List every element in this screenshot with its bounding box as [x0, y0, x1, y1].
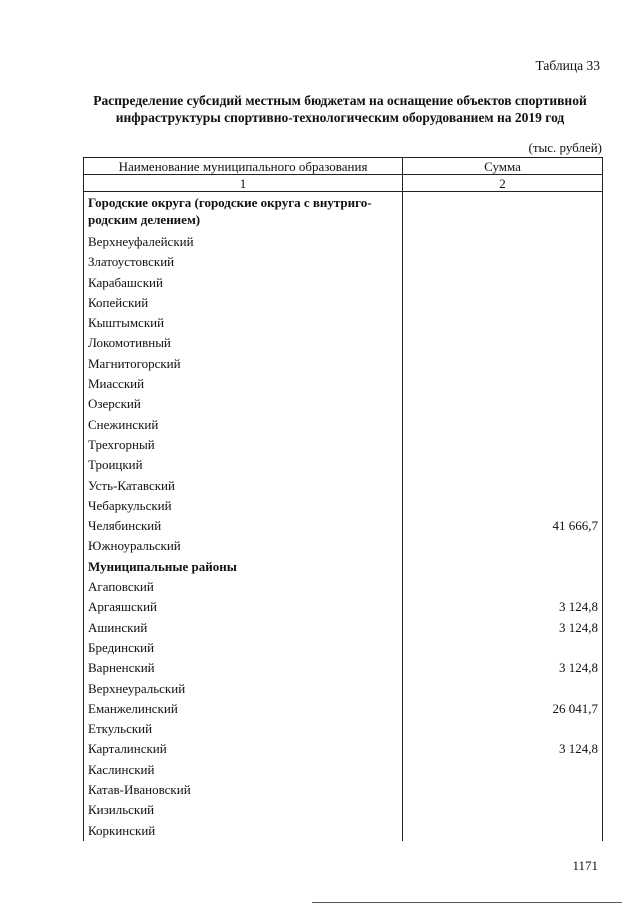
table-row	[84, 252, 603, 272]
subsidy-amount	[403, 719, 603, 739]
table-row	[84, 455, 603, 475]
table-row	[84, 557, 603, 577]
table-row	[84, 618, 603, 638]
table-row	[84, 821, 603, 841]
units-label: (тыс. рублей)	[528, 140, 602, 155]
header-sum: Сумма	[403, 158, 603, 175]
subsidy-amount	[403, 394, 603, 414]
table-body	[84, 192, 603, 841]
table-row	[84, 354, 603, 374]
municipality-name: Кизильский	[84, 800, 403, 820]
column-number-sum: 2	[403, 175, 603, 192]
table-row	[84, 293, 603, 313]
table-row	[84, 415, 603, 435]
subsidy-amount: 26 041,7	[403, 699, 603, 719]
municipality-name: Карталинский	[84, 739, 403, 759]
municipality-name: Челябинский	[84, 516, 403, 536]
subsidy-amount	[403, 455, 603, 475]
municipality-name: Верхнеуфалейский	[84, 232, 403, 252]
subsidy-amount	[403, 374, 603, 394]
subsidy-amount	[403, 760, 603, 780]
table-row	[84, 780, 603, 800]
municipality-name: Чебаркульский	[84, 496, 403, 516]
municipality-name: Аргаяшский	[84, 597, 403, 617]
table-row	[84, 760, 603, 780]
municipality-name: Снежинский	[84, 415, 403, 435]
table-row	[84, 699, 603, 719]
subsidy-amount: 41 666,7	[403, 516, 603, 536]
municipality-name: Каслинский	[84, 760, 403, 780]
table-label: Таблица 33	[535, 58, 600, 73]
subsidy-amount	[403, 557, 603, 577]
subsidy-amount	[403, 476, 603, 496]
table-row	[84, 273, 603, 293]
municipality-name: Южноуральский	[84, 536, 403, 556]
subsidy-amount	[403, 354, 603, 374]
municipality-name: Троицкий	[84, 455, 403, 475]
subsidy-amount	[403, 679, 603, 699]
table-row	[84, 638, 603, 658]
table-row	[84, 536, 603, 556]
municipality-name: Локомотивный	[84, 333, 403, 353]
subsidy-amount	[403, 273, 603, 293]
municipality-name: Еманжелинский	[84, 699, 403, 719]
table-row	[84, 800, 603, 820]
subsidy-amount	[403, 313, 603, 333]
table-row	[84, 658, 603, 678]
table-row	[84, 739, 603, 759]
municipality-name: Карабашский	[84, 273, 403, 293]
subsidy-amount: 3 124,8	[403, 658, 603, 678]
table-row	[84, 394, 603, 414]
municipality-name: Брединский	[84, 638, 403, 658]
subsidy-amount: 3 124,8	[403, 618, 603, 638]
table-row	[84, 719, 603, 739]
subsidy-amount	[403, 333, 603, 353]
header-name: Наименование муниципального образования	[84, 158, 403, 175]
municipality-name: Муниципальные районы	[84, 557, 403, 577]
table-row	[84, 496, 603, 516]
subsidy-amount: 3 124,8	[403, 739, 603, 759]
municipality-name: Катав-Ивановский	[84, 780, 403, 800]
table-row	[84, 192, 603, 233]
municipality-name: Верхнеуральский	[84, 679, 403, 699]
subsidy-table	[83, 157, 603, 841]
table-row	[84, 577, 603, 597]
subsidy-amount: 3 124,8	[403, 597, 603, 617]
subsidy-amount	[403, 496, 603, 516]
subsidy-amount	[403, 252, 603, 272]
subsidy-amount	[403, 293, 603, 313]
municipality-name: Миасский	[84, 374, 403, 394]
municipality-name: Кыштымский	[84, 313, 403, 333]
column-number-row	[84, 175, 603, 192]
subsidy-amount	[403, 638, 603, 658]
title-line-1: Распределение субсидий местным бюджетам на оснащение объектов спортивной	[93, 93, 587, 108]
subsidy-amount	[403, 192, 603, 233]
subsidy-amount	[403, 780, 603, 800]
municipality-name: Коркинский	[84, 821, 403, 841]
municipality-name: Еткульский	[84, 719, 403, 739]
column-number-name: 1	[84, 175, 403, 192]
municipality-name: Усть-Катавский	[84, 476, 403, 496]
subsidy-amount	[403, 800, 603, 820]
municipality-name: Озерский	[84, 394, 403, 414]
table-row	[84, 435, 603, 455]
municipality-name: Трехгорный	[84, 435, 403, 455]
subsidy-amount	[403, 536, 603, 556]
municipality-name: Ашинский	[84, 618, 403, 638]
municipality-name: Магнитогорский	[84, 354, 403, 374]
table-row	[84, 374, 603, 394]
table-row	[84, 313, 603, 333]
footer-rule	[312, 902, 622, 903]
municipality-name: Варненский	[84, 658, 403, 678]
municipality-name: Агаповский	[84, 577, 403, 597]
table-row	[84, 476, 603, 496]
title-line-2: инфраструктуры спортивно-технологическим оборудованием на 2019 год	[115, 110, 565, 125]
table-row	[84, 597, 603, 617]
table-row	[84, 516, 603, 536]
subsidy-amount	[403, 577, 603, 597]
subsidy-amount	[403, 415, 603, 435]
document-title	[60, 92, 620, 126]
subsidy-amount	[403, 435, 603, 455]
municipality-name: Копейский	[84, 293, 403, 313]
municipality-name: Златоустовский	[84, 252, 403, 272]
subsidy-amount	[403, 232, 603, 252]
table-row	[84, 232, 603, 252]
municipality-name: Городские округа (городские округа с внутриго-родским делением)	[84, 192, 403, 233]
page-number: 1171	[572, 858, 598, 873]
subsidy-amount	[403, 821, 603, 841]
table-row	[84, 333, 603, 353]
header-row	[84, 158, 603, 175]
table-row	[84, 679, 603, 699]
